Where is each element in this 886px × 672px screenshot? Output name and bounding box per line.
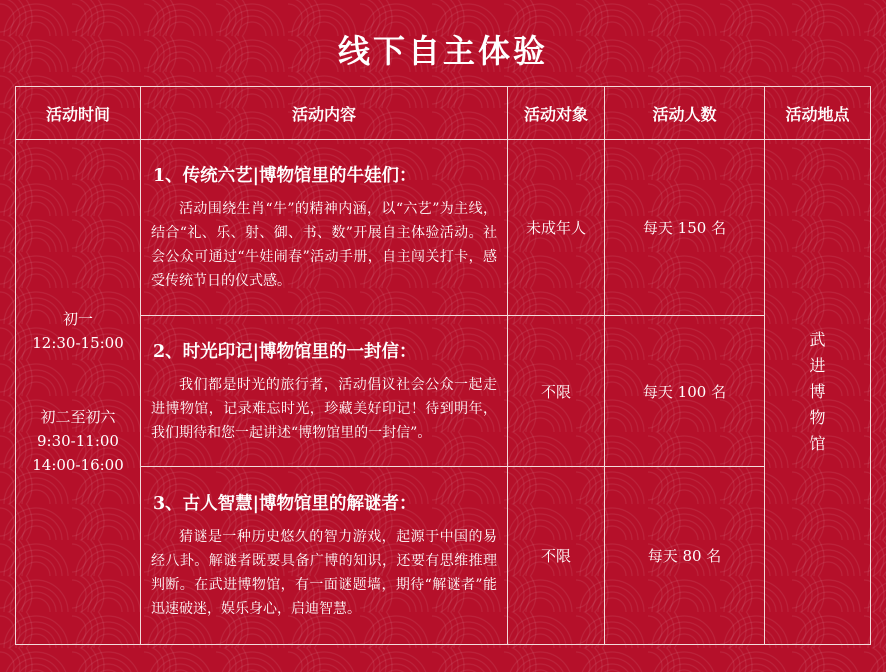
header-capacity: 活动人数 — [605, 87, 765, 140]
activity-title: 3、古人智慧|博物馆里的解谜者： — [153, 494, 417, 514]
header-time: 活动时间 — [16, 87, 141, 140]
activity-title: 2、时光印记|博物馆里的一封信： — [153, 341, 417, 362]
activity-audience: 未成年人 — [508, 140, 605, 316]
location-cell — [765, 140, 871, 645]
schedule-table — [15, 86, 871, 645]
header-audience: 活动对象 — [508, 87, 605, 140]
header-row — [16, 87, 871, 140]
page-title: 线下自主体验 — [337, 32, 548, 70]
activity-content — [141, 316, 508, 467]
activity-description: 我们都是时光的旅行者，活动倡议社会公众一起走进博物馆，记录难忘时光，珍藏美好印记！待到明年，我们期待和您一起讲述“博物馆里的一封信”。 — [151, 376, 497, 441]
activity-content — [141, 467, 508, 645]
table-row — [16, 316, 871, 467]
day2-hours-pm: 14:00-16:00 — [32, 456, 124, 474]
header-content: 活动内容 — [141, 87, 508, 140]
activity-capacity: 每天 80 名 — [605, 467, 765, 645]
day1-hours: 12:30-15:00 — [32, 334, 124, 352]
activity-description: 活动围绕生肖“牛”的精神内涵，以“六艺”为主线，结合“礼、乐、射、御、书、数”开展自主体验活动。社会公众可通过“牛娃闹春”活动手册，自主闯关打卡，感受传统节日的仪式感。 — [151, 201, 497, 289]
table-row — [16, 467, 871, 645]
table-row — [16, 140, 871, 316]
activity-content — [141, 140, 508, 316]
activity-capacity: 每天 150 名 — [605, 140, 765, 316]
day1-label: 初一 — [62, 310, 93, 328]
activity-description: 猜谜是一种历史悠久的智力游戏，起源于中国的易经八卦。解谜者既要具备广博的知识，还要有思维推理判断。在武进博物馆，有一面谜题墙，期待“解谜者”能迅速破迷，娱乐身心，启迪智慧。 — [151, 529, 497, 617]
header-location: 活动地点 — [765, 87, 871, 140]
location-text: 武进博物馆 — [809, 330, 826, 453]
day2-hours-am: 9:30-11:00 — [37, 432, 119, 450]
activity-title: 1、传统六艺|博物馆里的牛娃们： — [153, 166, 417, 186]
time-cell — [16, 140, 141, 645]
activity-capacity: 每天 100 名 — [605, 316, 765, 467]
activity-audience: 不限 — [508, 467, 605, 645]
day2-label: 初二至初六 — [40, 408, 116, 426]
activity-audience: 不限 — [508, 316, 605, 467]
